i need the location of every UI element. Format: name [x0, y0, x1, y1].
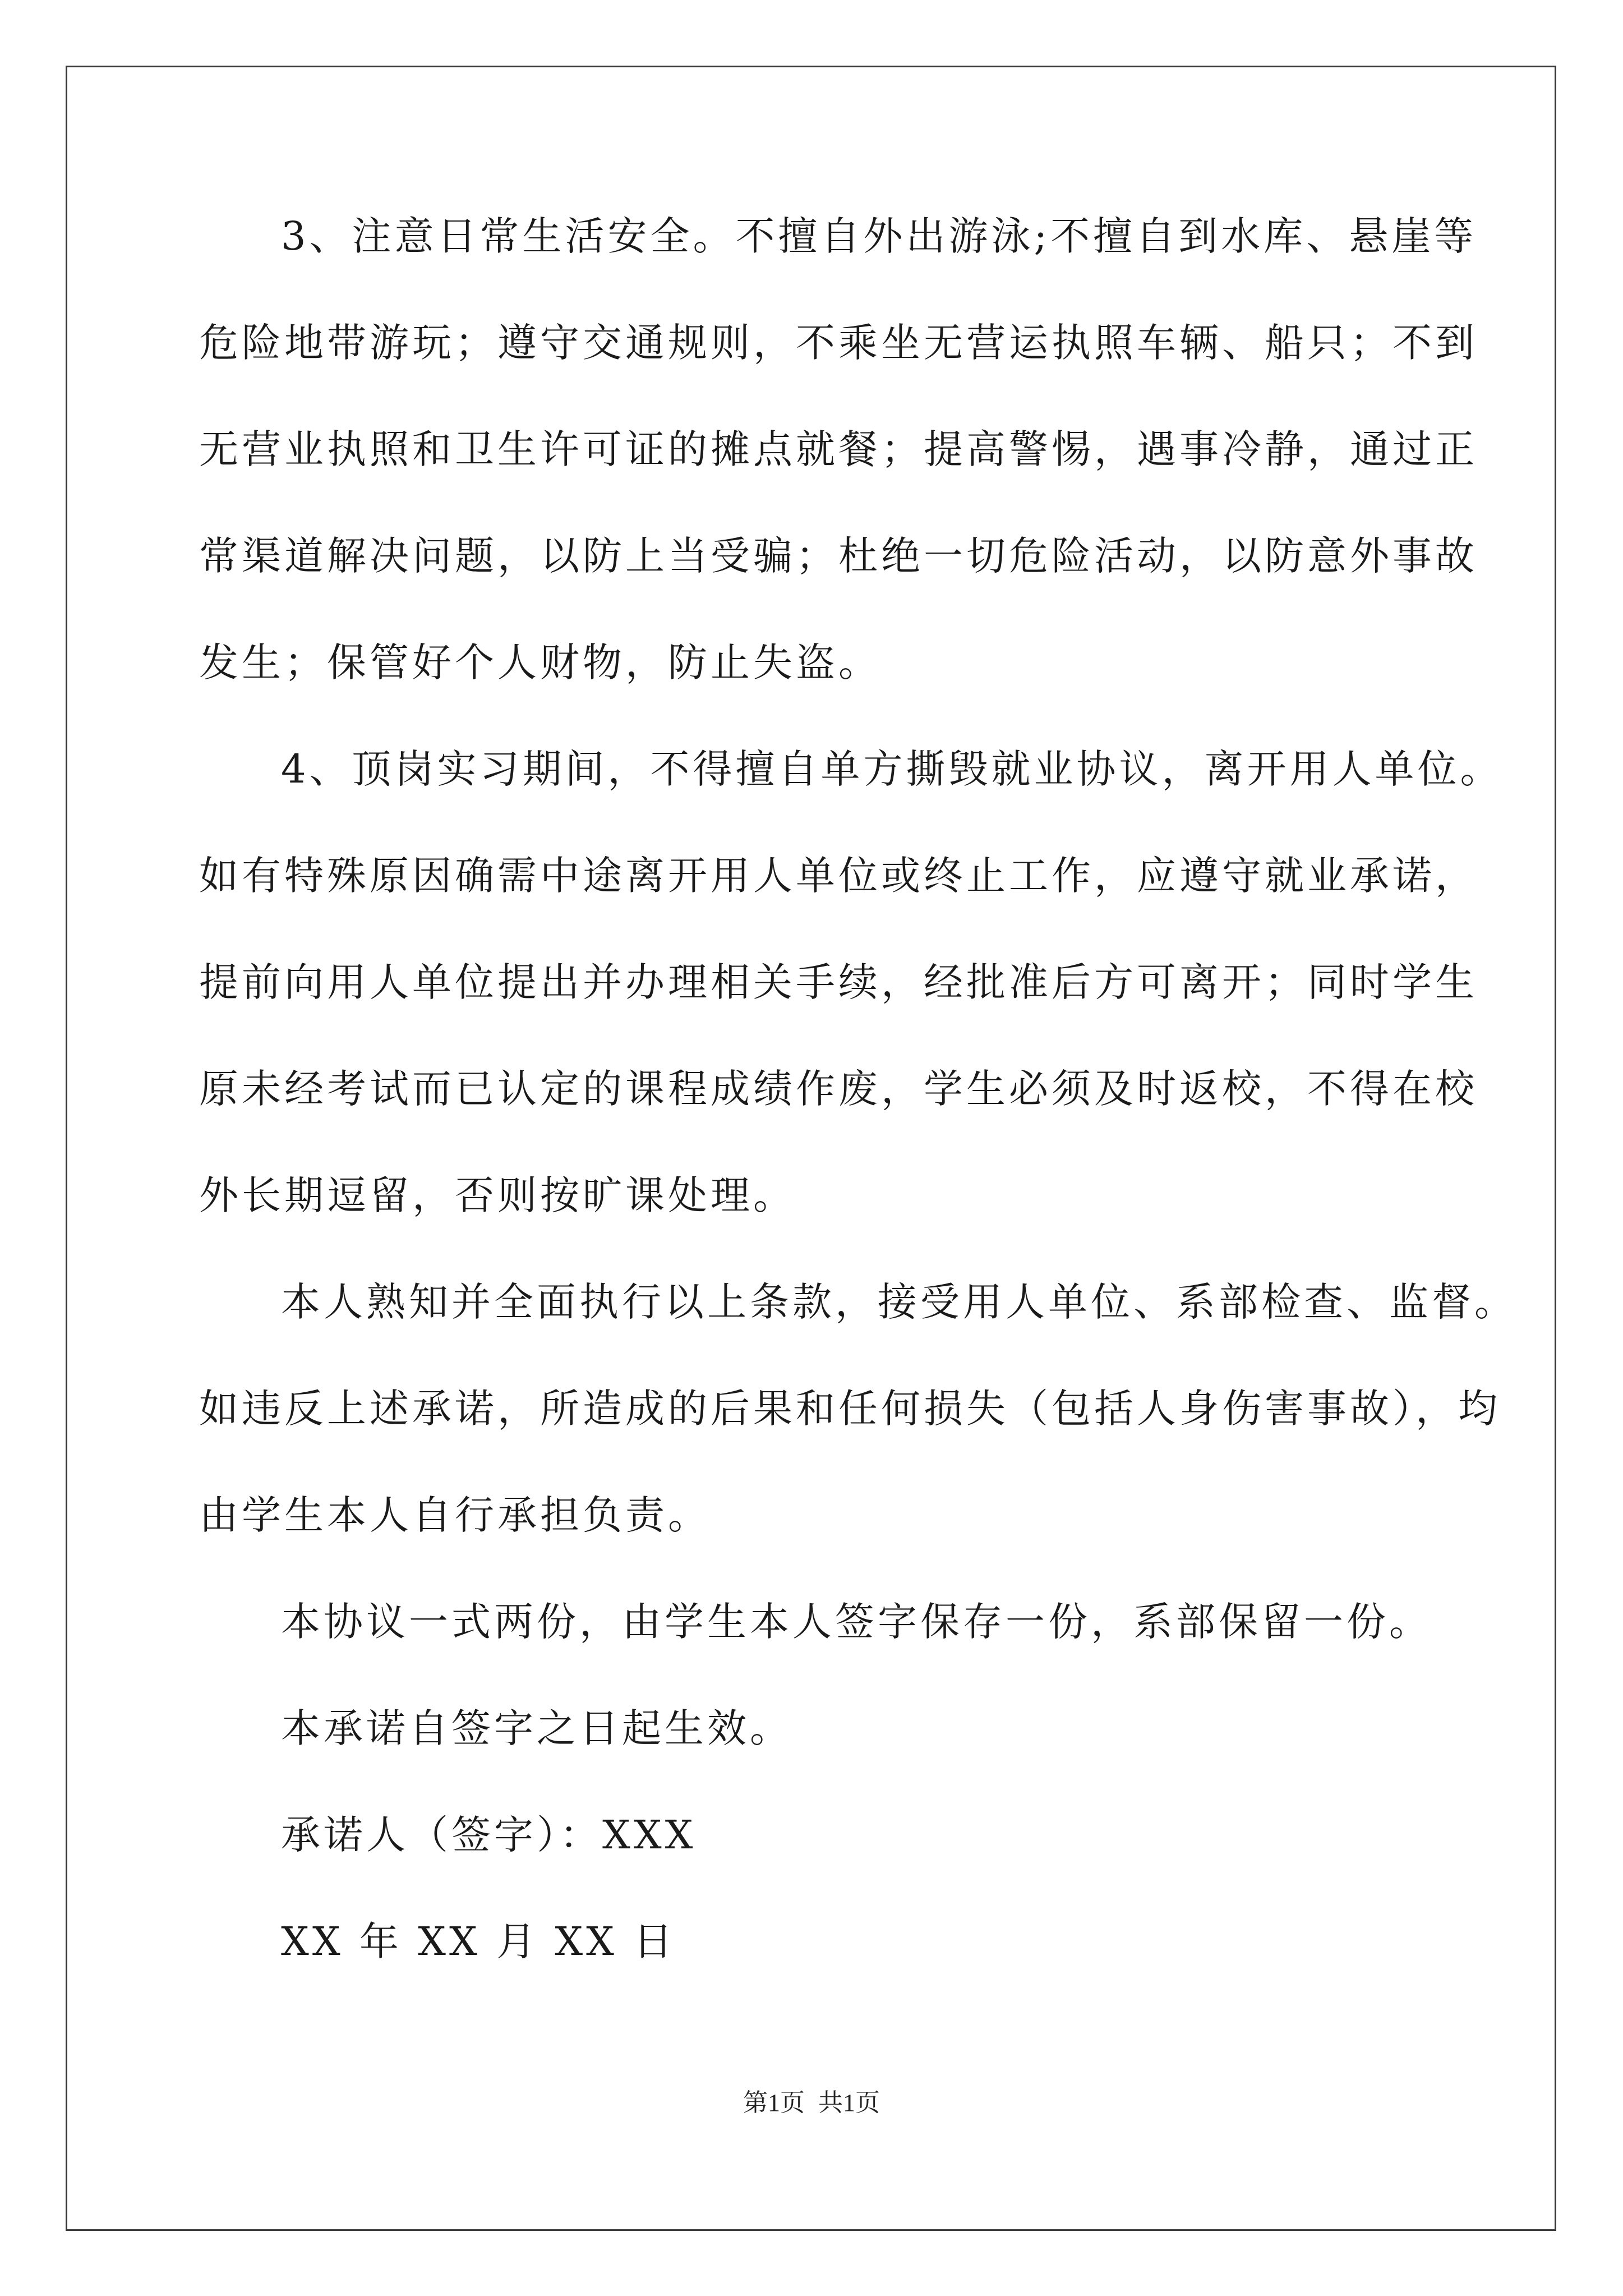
date-line: XX 年 XX 月 XX 日 — [281, 1918, 676, 1964]
paragraph-4-line-1: 本协议一式两份，由学生本人签字保存一份，系部保留一份。 — [281, 1599, 1432, 1645]
page-number-total: 共1页 — [818, 2089, 880, 2116]
page-border — [66, 66, 1556, 2231]
paragraph-2-line-5: 外长期逗留，否则按旷课处理。 — [199, 1172, 796, 1218]
paragraph-2-line-1: 4、顶岗实习期间，不得擅自单方撕毁就业协议，离开用人单位。 — [281, 746, 1503, 792]
paragraph-1-line-5: 发生；保管好个人财物，防止失盗。 — [199, 639, 881, 685]
paragraph-1-line-4: 常渠道解决问题，以防上当受骗；杜绝一切危险活动，以防意外事故 — [199, 533, 1478, 579]
paragraph-3-line-1: 本人熟知并全面执行以上条款，接受用人单位、系部检查、监督。 — [281, 1279, 1517, 1325]
page-footer — [0, 2089, 1623, 2117]
paragraph-2-line-3: 提前向用人单位提出并办理相关手续，经批准后方可离开；同时学生 — [199, 959, 1478, 1005]
paragraph-2-line-2: 如有特殊原因确需中途离开用人单位或终止工作，应遵守就业承诺， — [199, 853, 1478, 899]
page-number-current: 第1页 — [743, 2089, 805, 2116]
paragraph-3-line-3: 由学生本人自行承担负责。 — [199, 1492, 711, 1538]
paragraph-5-line-1: 本承诺自签字之日起生效。 — [281, 1705, 792, 1751]
paragraph-1-line-2: 危险地带游玩；遵守交通规则，不乘坐无营运执照车辆、船只；不到 — [199, 320, 1478, 366]
paragraph-3-line-2: 如违反上述承诺，所造成的后果和任何损失（包括人身伤害事故），均 — [199, 1386, 1501, 1432]
signatory-line: 承诺人（签字）：XXX — [281, 1812, 697, 1858]
paragraph-1-line-3: 无营业执照和卫生许可证的摊点就餐；提高警惕，遇事冷静，通过正 — [199, 426, 1478, 472]
paragraph-2-line-4: 原未经考试而已认定的课程成绩作废，学生必须及时返校，不得在校 — [199, 1066, 1478, 1112]
paragraph-1-line-1: 3、注意日常生活安全。不擅自外出游泳;不擅自到水库、悬崖等 — [281, 213, 1477, 259]
